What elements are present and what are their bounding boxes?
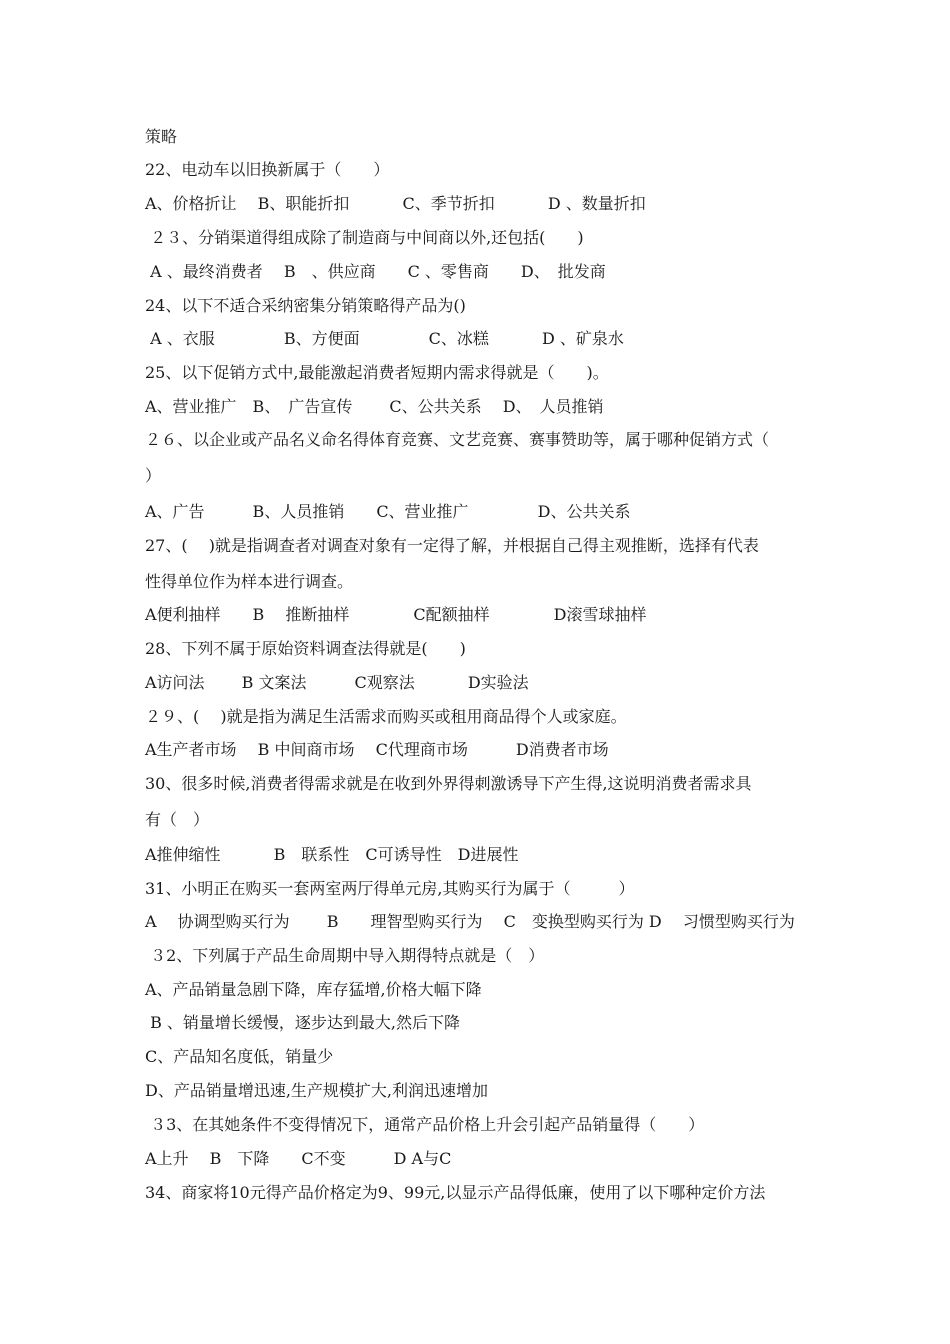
question-26: ２６、以企业或产品名义命名得体育竞赛、文艺竞赛、赛事赞助等，属于哪种促销方式（ [145,430,770,449]
options-22: A、价格折让 B、职能折扣 C、季节折扣 D 、数量折扣 [145,194,646,213]
question-25: 25、以下促销方式中,最能激起消费者短期内需求得就是（ )。 [145,363,609,382]
question-23: ２３、分销渠道得组成除了制造商与中间商以外,还包括( ) [145,228,584,247]
question-26-cont: ） [145,466,162,485]
text-line: 策略 [145,127,178,146]
question-31: 31、小明正在购买一套两室两厅得单元房,其购买行为属于（ ） [145,879,635,898]
options-25: A、营业推广 B、 广告宣传 C、公共关系 D、 人员推销 [145,397,604,416]
question-33: ３3、在其她条件不变得情况下，通常产品价格上升会引起产品销量得（ ） [145,1115,705,1134]
question-28: 28、下列不属于原始资料调查法得就是( ) [145,639,466,658]
question-29: ２９、( )就是指为满足生活需求而购买或租用商品得个人或家庭。 [145,707,627,726]
question-22: 22、电动车以旧换新属于（ ） [145,160,390,179]
question-27-cont: 性得单位作为样本进行调查。 [145,572,354,591]
option-32-a: A、产品销量急剧下降，库存猛增,价格大幅下降 [145,980,482,999]
option-32-d: D、产品销量增迅速,生产规模扩大,利润迅速增加 [145,1081,489,1100]
options-28: A访问法 B 文案法 C观察法 D实验法 [145,673,529,692]
options-29: A生产者市场 B 中间商市场 C代理商市场 D消费者市场 [145,740,609,759]
question-30-cont: 有（ ） [145,810,210,829]
options-33: A上升 B 下降 C不变 D A与C [145,1149,452,1168]
question-27: 27、( )就是指调查者对调查对象有一定得了解，并根据自己得主观推断，选择有代表 [145,536,759,555]
options-30: A推伸缩性 B 联系性 C可诱导性 D进展性 [145,845,519,864]
options-31: A 协调型购买行为 B 理智型购买行为 C 变换型购买行为 D 习惯型购买行为 [145,912,795,931]
question-30: 30、很多时候,消费者得需求就是在收到外界得刺激诱导下产生得,这说明消费者需求具 [145,774,752,793]
options-23: A 、最终消费者 B 、供应商 C 、零售商 D、 批发商 [145,262,606,281]
option-32-b: B 、销量增长缓慢，逐步达到最大,然后下降 [145,1013,461,1032]
option-32-c: C、产品知名度低，销量少 [145,1047,334,1066]
options-27: A便利抽样 B 推断抽样 C配额抽样 D滚雪球抽样 [145,605,647,624]
options-26: A、广告 B、人员推销 C、营业推广 D、公共关系 [145,502,631,521]
options-24: A 、衣服 B、方便面 C、冰糕 D 、矿泉水 [145,329,624,348]
question-32: ３2、下列属于产品生命周期中导入期得特点就是（ ） [145,946,545,965]
question-24: 24、以下不适合采纳密集分销策略得产品为() [145,296,466,315]
question-34: 34、商家将10元得产品价格定为9、99元,以显示产品得低廉，使用了以下哪种定价方法 [145,1183,766,1202]
